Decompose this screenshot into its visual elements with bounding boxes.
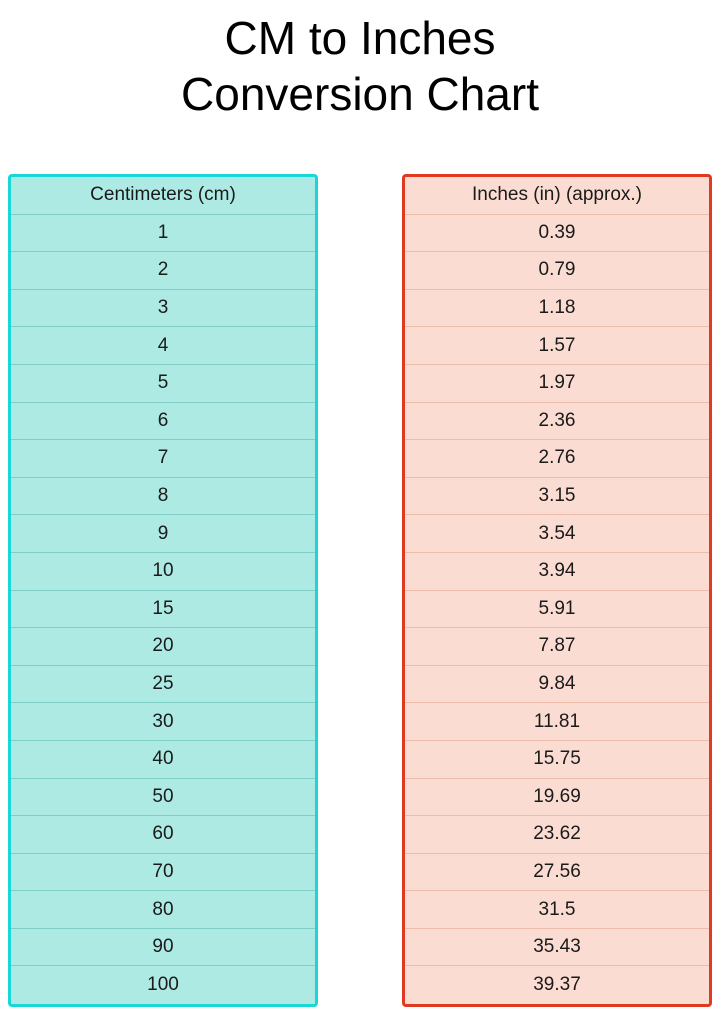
page-title-line-1: CM to Inches xyxy=(224,12,496,64)
table-row: 30 xyxy=(11,703,315,741)
table-row: 11.81 xyxy=(405,703,709,741)
table-row: 1.18 xyxy=(405,290,709,328)
inches-column xyxy=(402,174,712,1007)
table-row: 3.94 xyxy=(405,553,709,591)
centimeters-column xyxy=(8,174,318,1007)
page-title-line-2: Conversion Chart xyxy=(181,68,539,121)
table-row: 35.43 xyxy=(405,929,709,967)
table-row: 15 xyxy=(11,591,315,629)
table-row: 5.91 xyxy=(405,591,709,629)
table-row: 4 xyxy=(11,327,315,365)
table-row: 70 xyxy=(11,854,315,892)
table-row: 1.57 xyxy=(405,327,709,365)
chart-columns xyxy=(0,174,720,1007)
table-row: 2.76 xyxy=(405,440,709,478)
table-row: 15.75 xyxy=(405,741,709,779)
table-row: 9 xyxy=(11,515,315,553)
table-row: 3.15 xyxy=(405,478,709,516)
table-row: 80 xyxy=(11,891,315,929)
table-row: 2 xyxy=(11,252,315,290)
table-row: 2.36 xyxy=(405,403,709,441)
table-row: 39.37 xyxy=(533,974,581,996)
table-row: 1.97 xyxy=(405,365,709,403)
table-row: 60 xyxy=(11,816,315,854)
table-row: 1 xyxy=(11,215,315,253)
table-row: 5 xyxy=(11,365,315,403)
table-row: 20 xyxy=(11,628,315,666)
table-row: 31.5 xyxy=(405,891,709,929)
table-row: 27.56 xyxy=(405,854,709,892)
table-row: 19.69 xyxy=(405,779,709,817)
table-row: 25 xyxy=(11,666,315,704)
table-row: 9.84 xyxy=(405,666,709,704)
table-row: 7.87 xyxy=(405,628,709,666)
table-row: 100 xyxy=(147,974,179,996)
table-row: 7 xyxy=(11,440,315,478)
table-row: 8 xyxy=(11,478,315,516)
column-header-centimeters: Centimeters (cm) xyxy=(11,177,315,215)
table-row: 0.39 xyxy=(405,215,709,253)
table-row: 3.54 xyxy=(405,515,709,553)
table-row: 50 xyxy=(11,779,315,817)
table-row: 10 xyxy=(11,553,315,591)
table-row: 40 xyxy=(11,741,315,779)
table-row: 6 xyxy=(11,403,315,441)
table-row: 23.62 xyxy=(405,816,709,854)
table-row: 3 xyxy=(11,290,315,328)
column-header-inches: Inches (in) (approx.) xyxy=(405,177,709,215)
page-title xyxy=(0,0,720,122)
table-row: 90 xyxy=(11,929,315,967)
table-row: 0.79 xyxy=(405,252,709,290)
